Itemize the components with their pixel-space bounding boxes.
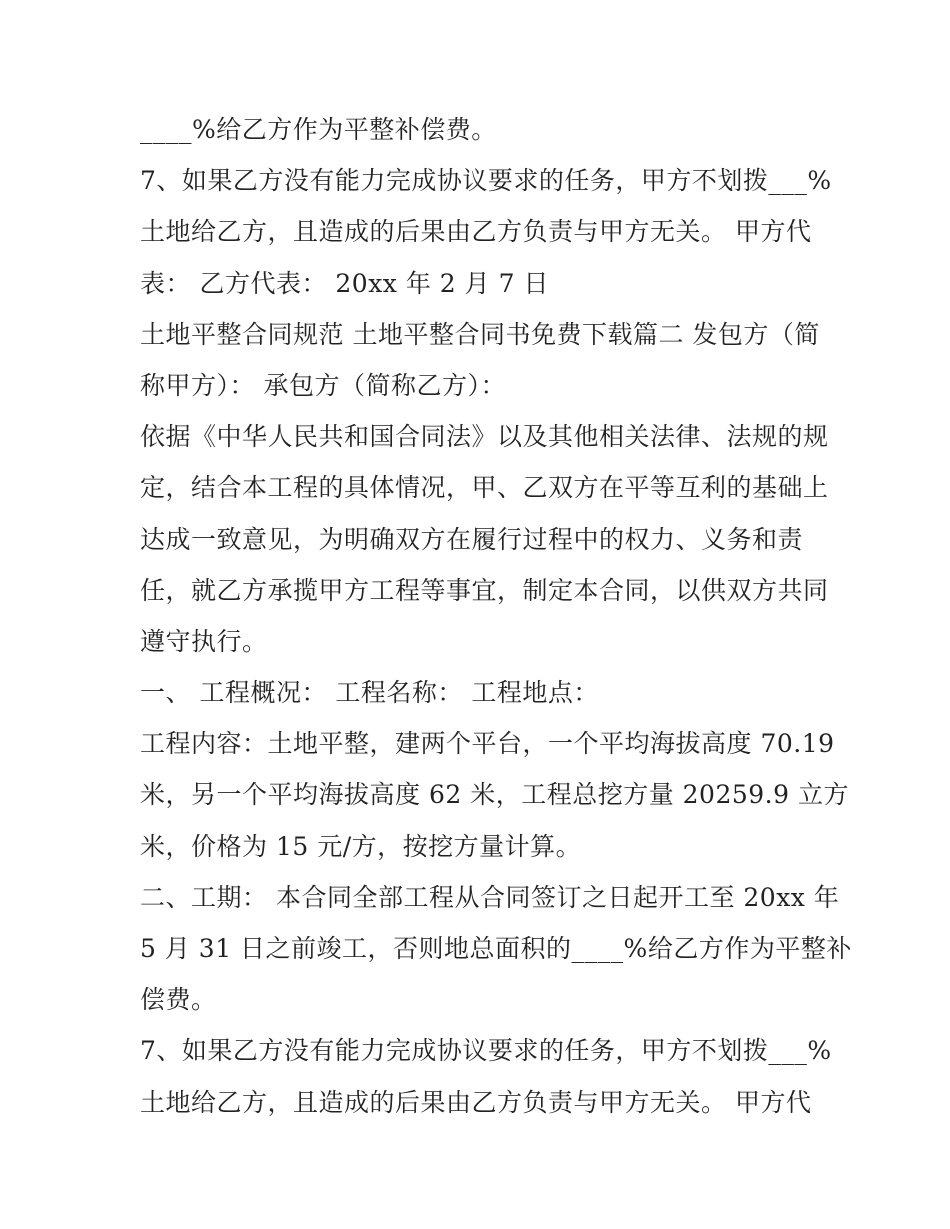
text-line: 米，价格为 15 元/方，按挖方量计算。 bbox=[140, 831, 582, 861]
text-line: 土地给乙方，且造成的后果由乙方负责与甲方无关。 甲方代 bbox=[140, 217, 812, 247]
text-line: 遵守执行。 bbox=[140, 626, 268, 656]
text-line: 土地平整合同规范 土地平整合同书免费下载篇二 发包方（简 bbox=[140, 319, 820, 349]
text-line: 表： 乙方代表： 20xx 年 2 月 7 日 bbox=[140, 268, 549, 298]
text-line: 称甲方）： 承包方（简称乙方）： bbox=[140, 370, 506, 400]
text-line: 7、如果乙方没有能力完成协议要求的任务，甲方不划拨___% bbox=[140, 1036, 832, 1066]
text-line: 达成一致意见，为明确双方在履行过程中的权力、义务和责 bbox=[140, 524, 804, 554]
text-line: 7、如果乙方没有能力完成协议要求的任务，甲方不划拨___% bbox=[140, 166, 832, 196]
text-line: 土地给乙方，且造成的后果由乙方负责与甲方无关。 甲方代 bbox=[140, 1087, 812, 1117]
text-line: 二、工期： 本合同全部工程从合同签订之日起开工至 20xx 年 bbox=[140, 882, 840, 912]
text-line: 一、 工程概况： 工程名称： 工程地点： bbox=[140, 678, 599, 708]
text-line: 任，就乙方承揽甲方工程等事宜，制定本合同，以供双方共同 bbox=[140, 575, 829, 605]
text-line: 依据《中华人民共和国合同法》以及其他相关法律、法规的规 bbox=[140, 422, 829, 452]
text-line: 偿费。 bbox=[140, 985, 217, 1015]
document-body bbox=[140, 104, 852, 1128]
text-line: 米，另一个平均海拔高度 62 米，工程总挖方量 20259.9 立方 bbox=[140, 780, 849, 810]
text-line: 定，结合本工程的具体情况，甲、乙双方在平等互利的基础上 bbox=[140, 473, 829, 503]
text-line: 5 月 31 日之前竣工，否则地总面积的____%给乙方作为平整补 bbox=[140, 934, 852, 963]
text-line: 工程内容：土地平整，建两个平台，一个平均海拔高度 70.19 bbox=[140, 729, 835, 759]
text-line: ____%给乙方作为平整补偿费。 bbox=[140, 115, 497, 144]
